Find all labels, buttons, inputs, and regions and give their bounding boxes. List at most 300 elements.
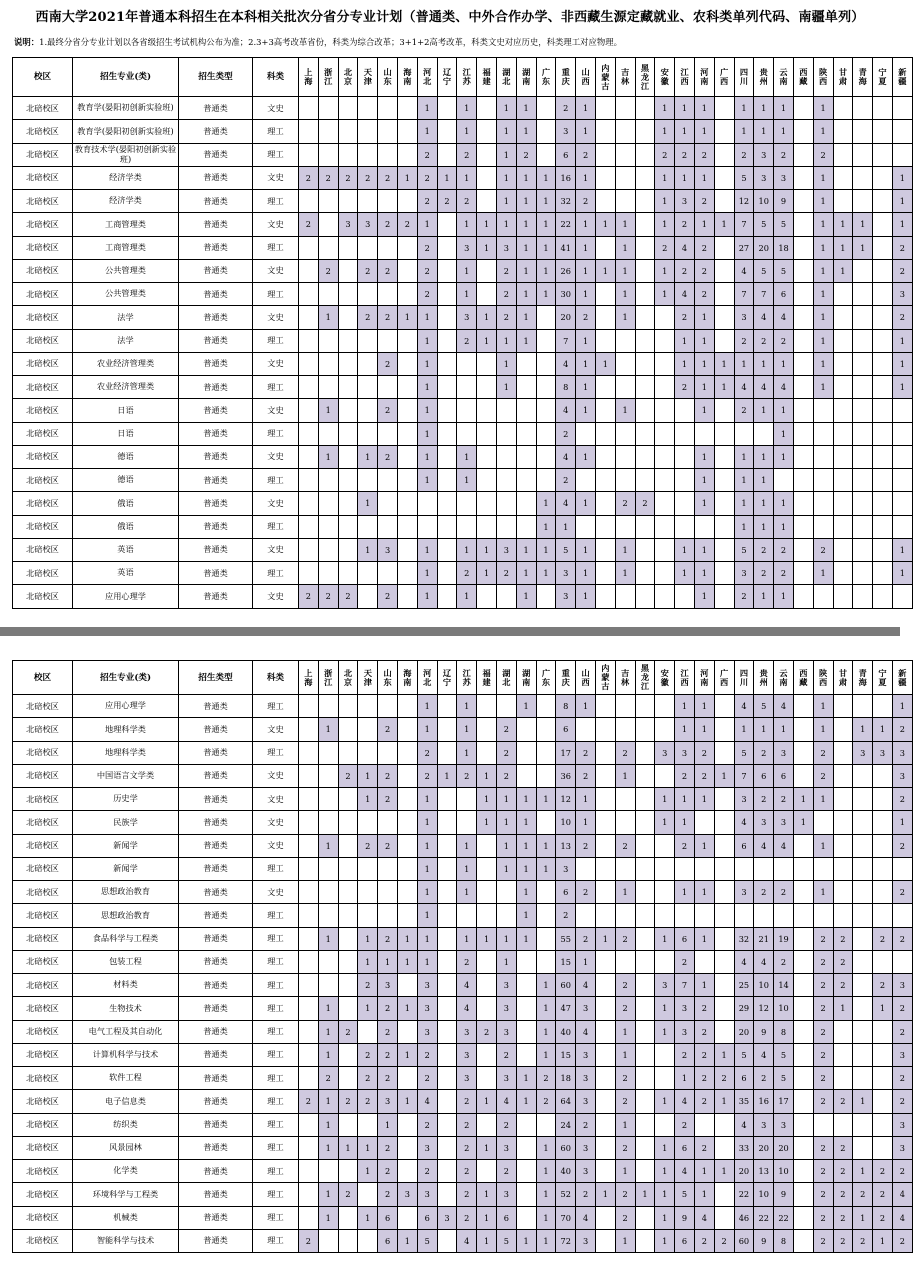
type-cell: 普通类	[179, 515, 253, 538]
quota-cell: 3	[892, 283, 912, 306]
quota-cell: 1	[576, 283, 596, 306]
quota-cell	[675, 445, 695, 468]
quota-cell: 2	[675, 143, 695, 166]
quota-cell: 1	[813, 376, 833, 399]
table-row	[13, 585, 913, 608]
quota-cell: 1	[774, 120, 794, 143]
quota-cell: 22	[754, 1206, 774, 1229]
quota-cell: 1	[774, 422, 794, 445]
quota-cell: 1	[496, 166, 516, 189]
quota-cell: 4	[754, 950, 774, 973]
quota-cell: 4	[754, 376, 774, 399]
quota-cell: 2	[774, 950, 794, 973]
quota-cell: 1	[318, 997, 338, 1020]
quota-cell	[516, 974, 536, 997]
quota-cell	[655, 329, 675, 352]
quota-cell: 6	[675, 1229, 695, 1252]
quota-cell: 1	[853, 236, 873, 259]
quota-cell	[833, 515, 853, 538]
type-cell: 普通类	[179, 834, 253, 857]
quota-cell: 2	[299, 166, 319, 189]
quota-cell: 1	[833, 259, 853, 282]
quota-cell: 1	[338, 1136, 358, 1159]
quota-cell: 1	[477, 306, 497, 329]
quota-cell	[358, 881, 378, 904]
quota-cell: 9	[774, 1183, 794, 1206]
quota-cell: 72	[556, 1229, 576, 1252]
quota-cell	[793, 329, 813, 352]
quota-cell: 2	[873, 1183, 893, 1206]
quota-cell	[833, 811, 853, 834]
quota-cell: 2	[378, 585, 398, 608]
quota-cell	[892, 515, 912, 538]
quota-cell	[397, 857, 417, 880]
quota-cell	[793, 120, 813, 143]
quota-cell: 1	[833, 213, 853, 236]
quota-cell	[793, 741, 813, 764]
quota-cell	[595, 1067, 615, 1090]
quota-cell: 2	[813, 741, 833, 764]
type-cell: 普通类	[179, 283, 253, 306]
quota-cell	[397, 1136, 417, 1159]
quota-cell	[437, 1229, 457, 1252]
quota-cell: 3	[378, 538, 398, 561]
quota-cell	[714, 741, 734, 764]
header-province: 陕 西	[813, 58, 833, 97]
quota-cell: 2	[873, 1206, 893, 1229]
quota-cell: 1	[694, 306, 714, 329]
quota-cell: 2	[496, 1160, 516, 1183]
quota-cell: 2	[378, 166, 398, 189]
quota-cell: 2	[892, 1090, 912, 1113]
quota-cell: 2	[378, 445, 398, 468]
quota-cell: 2	[615, 927, 635, 950]
major-cell: 化学类	[73, 1160, 179, 1183]
quota-cell: 3	[496, 997, 516, 1020]
header-province: 湖 北	[496, 661, 516, 695]
quota-cell	[635, 741, 655, 764]
quota-cell: 6	[378, 1229, 398, 1252]
quota-cell	[516, 1206, 536, 1229]
quota-cell: 3	[576, 997, 596, 1020]
quota-cell: 2	[516, 143, 536, 166]
quota-cell	[853, 1113, 873, 1136]
quota-cell: 1	[615, 538, 635, 561]
quota-cell: 1	[813, 259, 833, 282]
campus-cell: 北碚校区	[13, 927, 73, 950]
quota-cell	[714, 422, 734, 445]
quota-cell: 2	[417, 143, 437, 166]
header-province: 江 苏	[457, 58, 477, 97]
quota-cell	[457, 376, 477, 399]
quota-cell: 2	[833, 974, 853, 997]
quota-cell: 2	[754, 329, 774, 352]
quota-cell: 2	[754, 881, 774, 904]
quota-cell: 2	[873, 1160, 893, 1183]
quota-cell: 13	[754, 1160, 774, 1183]
quota-cell: 2	[576, 834, 596, 857]
quota-cell: 1	[734, 515, 754, 538]
quota-cell	[813, 811, 833, 834]
quota-cell: 2	[655, 143, 675, 166]
quota-cell: 1	[714, 1160, 734, 1183]
table-row	[13, 562, 913, 585]
quota-cell: 21	[754, 927, 774, 950]
header-province: 广 东	[536, 661, 556, 695]
quota-cell: 1	[754, 469, 774, 492]
quota-cell: 1	[358, 927, 378, 950]
quota-cell	[536, 329, 556, 352]
quota-cell: 3	[457, 1020, 477, 1043]
quota-cell: 1	[417, 857, 437, 880]
header-province: 海 南	[397, 58, 417, 97]
quota-cell	[793, 881, 813, 904]
quota-cell: 1	[615, 259, 635, 282]
quota-cell: 5	[774, 1067, 794, 1090]
quota-cell	[655, 422, 675, 445]
quota-cell	[378, 695, 398, 718]
quota-cell: 2	[576, 927, 596, 950]
type-cell: 普通类	[179, 562, 253, 585]
quota-cell: 1	[793, 788, 813, 811]
quota-cell: 3	[892, 974, 912, 997]
quota-cell: 2	[813, 1206, 833, 1229]
quota-cell: 2	[873, 974, 893, 997]
quota-cell	[397, 120, 417, 143]
quota-cell	[793, 927, 813, 950]
table-row	[13, 1183, 913, 1206]
quota-cell	[675, 399, 695, 422]
quota-cell	[595, 469, 615, 492]
subject-cell: 文史	[253, 538, 299, 561]
quota-cell	[318, 283, 338, 306]
header-major: 招生专业(类)	[73, 661, 179, 695]
quota-cell	[595, 764, 615, 787]
quota-cell	[615, 904, 635, 927]
quota-cell	[536, 1113, 556, 1136]
quota-cell: 2	[417, 741, 437, 764]
quota-cell: 2	[556, 97, 576, 120]
quota-cell	[397, 718, 417, 741]
major-cell: 食品科学与工程类	[73, 927, 179, 950]
subject-cell: 理工	[253, 120, 299, 143]
quota-cell	[853, 974, 873, 997]
quota-cell	[635, 306, 655, 329]
quota-cell: 2	[892, 1067, 912, 1090]
quota-cell: 1	[774, 492, 794, 515]
quota-cell	[833, 881, 853, 904]
quota-cell	[437, 1043, 457, 1066]
quota-cell	[437, 562, 457, 585]
subject-cell: 理工	[253, 950, 299, 973]
quota-cell: 1	[457, 857, 477, 880]
type-cell: 普通类	[179, 904, 253, 927]
quota-cell	[714, 143, 734, 166]
type-cell: 普通类	[179, 811, 253, 834]
quota-cell: 2	[576, 143, 596, 166]
quota-cell: 1	[714, 376, 734, 399]
quota-cell	[873, 399, 893, 422]
quota-cell	[873, 352, 893, 375]
major-cell: 教育学(晏阳初创新实验班)	[73, 97, 179, 120]
quota-cell	[694, 1113, 714, 1136]
campus-cell: 北碚校区	[13, 741, 73, 764]
major-cell: 应用心理学	[73, 695, 179, 718]
campus-cell: 北碚校区	[13, 1229, 73, 1252]
type-cell: 普通类	[179, 213, 253, 236]
quota-cell	[714, 585, 734, 608]
quota-cell	[635, 166, 655, 189]
quota-cell: 2	[853, 1183, 873, 1206]
quota-cell: 1	[615, 1113, 635, 1136]
quota-cell: 1	[615, 283, 635, 306]
header-province: 云 南	[774, 661, 794, 695]
header-province: 贵 州	[754, 58, 774, 97]
quota-cell	[873, 585, 893, 608]
header-province: 重 庆	[556, 58, 576, 97]
quota-cell: 40	[556, 1020, 576, 1043]
quota-cell: 1	[397, 1090, 417, 1113]
table-row	[13, 538, 913, 561]
subject-cell: 理工	[253, 997, 299, 1020]
header-province: 河 南	[694, 661, 714, 695]
quota-cell	[892, 143, 912, 166]
quota-cell: 2	[338, 1090, 358, 1113]
quota-cell: 1	[892, 811, 912, 834]
major-cell: 德语	[73, 469, 179, 492]
quota-cell: 1	[833, 997, 853, 1020]
quota-cell: 2	[457, 329, 477, 352]
quota-cell	[793, 190, 813, 213]
subject-cell: 理工	[253, 1183, 299, 1206]
quota-cell: 1	[675, 329, 695, 352]
major-cell: 法学	[73, 306, 179, 329]
major-cell: 工商管理类	[73, 213, 179, 236]
subject-cell: 文史	[253, 811, 299, 834]
quota-cell: 1	[694, 718, 714, 741]
quota-cell	[318, 538, 338, 561]
quota-cell: 2	[694, 997, 714, 1020]
quota-cell: 2	[694, 1136, 714, 1159]
quota-cell: 3	[556, 120, 576, 143]
quota-cell: 4	[734, 259, 754, 282]
quota-cell	[536, 741, 556, 764]
quota-cell: 2	[576, 306, 596, 329]
quota-cell	[338, 306, 358, 329]
quota-cell: 3	[576, 1136, 596, 1159]
quota-cell: 1	[615, 1020, 635, 1043]
quota-cell: 1	[496, 329, 516, 352]
quota-cell: 4	[556, 399, 576, 422]
header-province: 江 西	[675, 661, 695, 695]
quota-cell	[437, 283, 457, 306]
quota-cell: 1	[754, 97, 774, 120]
quota-cell: 12	[734, 190, 754, 213]
quota-cell	[477, 120, 497, 143]
quota-cell	[338, 97, 358, 120]
quota-cell	[299, 538, 319, 561]
quota-cell: 5	[774, 213, 794, 236]
major-cell: 公共管理类	[73, 283, 179, 306]
quota-cell	[793, 236, 813, 259]
quota-cell	[496, 469, 516, 492]
quota-cell: 1	[536, 834, 556, 857]
quota-cell	[477, 997, 497, 1020]
quota-cell: 32	[734, 927, 754, 950]
quota-cell	[655, 1067, 675, 1090]
table-row	[13, 904, 913, 927]
table-row	[13, 811, 913, 834]
header-province: 辽 宁	[437, 661, 457, 695]
quota-cell	[457, 788, 477, 811]
quota-cell	[536, 399, 556, 422]
quota-cell: 1	[655, 1090, 675, 1113]
quota-cell: 1	[397, 1043, 417, 1066]
quota-cell	[457, 904, 477, 927]
subject-cell: 文史	[253, 881, 299, 904]
quota-cell: 2	[615, 1206, 635, 1229]
quota-cell: 1	[675, 166, 695, 189]
quota-cell: 7	[556, 329, 576, 352]
quota-cell: 2	[576, 764, 596, 787]
quota-cell	[793, 97, 813, 120]
quota-cell: 2	[299, 1090, 319, 1113]
quota-cell	[477, 376, 497, 399]
quota-cell	[477, 399, 497, 422]
quota-cell	[694, 950, 714, 973]
quota-cell: 4	[754, 306, 774, 329]
campus-cell: 北碚校区	[13, 236, 73, 259]
quota-cell: 1	[655, 1183, 675, 1206]
table-row	[13, 376, 913, 399]
quota-cell: 1	[516, 538, 536, 561]
quota-cell	[397, 1020, 417, 1043]
quota-cell	[299, 811, 319, 834]
header-province: 内 蒙 古	[595, 58, 615, 97]
quota-cell	[714, 562, 734, 585]
subject-cell: 理工	[253, 857, 299, 880]
quota-cell: 1	[457, 538, 477, 561]
quota-cell	[318, 788, 338, 811]
quota-cell	[516, 1183, 536, 1206]
quota-cell	[299, 259, 319, 282]
type-cell: 普通类	[179, 1183, 253, 1206]
table-row	[13, 950, 913, 973]
quota-cell: 2	[892, 1160, 912, 1183]
quota-cell	[873, 445, 893, 468]
quota-cell	[477, 492, 497, 515]
quota-cell	[378, 283, 398, 306]
quota-cell	[338, 538, 358, 561]
quota-cell	[853, 166, 873, 189]
quota-cell: 1	[536, 997, 556, 1020]
quota-cell: 3	[397, 1183, 417, 1206]
quota-cell	[873, 283, 893, 306]
quota-cell: 5	[774, 259, 794, 282]
quota-cell	[714, 811, 734, 834]
quota-cell	[397, 492, 417, 515]
quota-cell	[595, 1090, 615, 1113]
quota-cell	[655, 469, 675, 492]
quota-cell	[793, 695, 813, 718]
quota-cell	[338, 399, 358, 422]
quota-cell: 1	[694, 881, 714, 904]
quota-cell: 2	[299, 585, 319, 608]
quota-cell	[714, 695, 734, 718]
quota-cell	[853, 97, 873, 120]
quota-cell: 1	[774, 718, 794, 741]
quota-cell	[437, 329, 457, 352]
quota-cell	[338, 445, 358, 468]
quota-cell	[853, 329, 873, 352]
quota-cell	[873, 1090, 893, 1113]
quota-cell	[853, 811, 873, 834]
quota-cell	[655, 904, 675, 927]
quota-cell: 2	[378, 927, 398, 950]
quota-cell	[477, 97, 497, 120]
quota-cell: 1	[734, 97, 754, 120]
quota-cell	[437, 236, 457, 259]
quota-cell: 1	[496, 788, 516, 811]
major-cell: 地理科学类	[73, 718, 179, 741]
quota-cell: 3	[576, 1160, 596, 1183]
quota-cell	[496, 445, 516, 468]
quota-cell: 1	[615, 562, 635, 585]
quota-cell	[437, 97, 457, 120]
quota-cell	[576, 422, 596, 445]
quota-cell: 1	[813, 881, 833, 904]
quota-cell: 2	[813, 1043, 833, 1066]
quota-cell	[615, 97, 635, 120]
quota-cell	[714, 834, 734, 857]
quota-cell: 1	[536, 213, 556, 236]
quota-cell	[635, 950, 655, 973]
quota-cell	[397, 1067, 417, 1090]
quota-cell	[833, 329, 853, 352]
note	[14, 36, 894, 48]
quota-cell	[873, 562, 893, 585]
quota-cell	[378, 190, 398, 213]
quota-cell	[833, 492, 853, 515]
quota-cell	[318, 950, 338, 973]
quota-cell: 1	[576, 120, 596, 143]
quota-cell: 1	[655, 811, 675, 834]
quota-cell: 2	[813, 1183, 833, 1206]
quota-cell	[318, 422, 338, 445]
quota-cell: 1	[457, 741, 477, 764]
quota-cell: 1	[576, 950, 596, 973]
quota-cell: 7	[734, 764, 754, 787]
quota-cell: 2	[675, 306, 695, 329]
quota-cell: 12	[556, 788, 576, 811]
quota-cell	[299, 515, 319, 538]
quota-cell: 52	[556, 1183, 576, 1206]
quota-cell: 1	[457, 881, 477, 904]
quota-cell: 2	[754, 562, 774, 585]
quota-cell	[536, 422, 556, 445]
quota-cell	[793, 562, 813, 585]
quota-cell	[833, 283, 853, 306]
quota-cell: 1	[457, 283, 477, 306]
quota-cell	[734, 422, 754, 445]
quota-cell	[714, 881, 734, 904]
quota-cell: 5	[734, 741, 754, 764]
quota-cell	[853, 904, 873, 927]
major-cell: 法学	[73, 329, 179, 352]
quota-cell: 1	[714, 213, 734, 236]
quota-cell	[853, 764, 873, 787]
quota-cell: 2	[694, 259, 714, 282]
